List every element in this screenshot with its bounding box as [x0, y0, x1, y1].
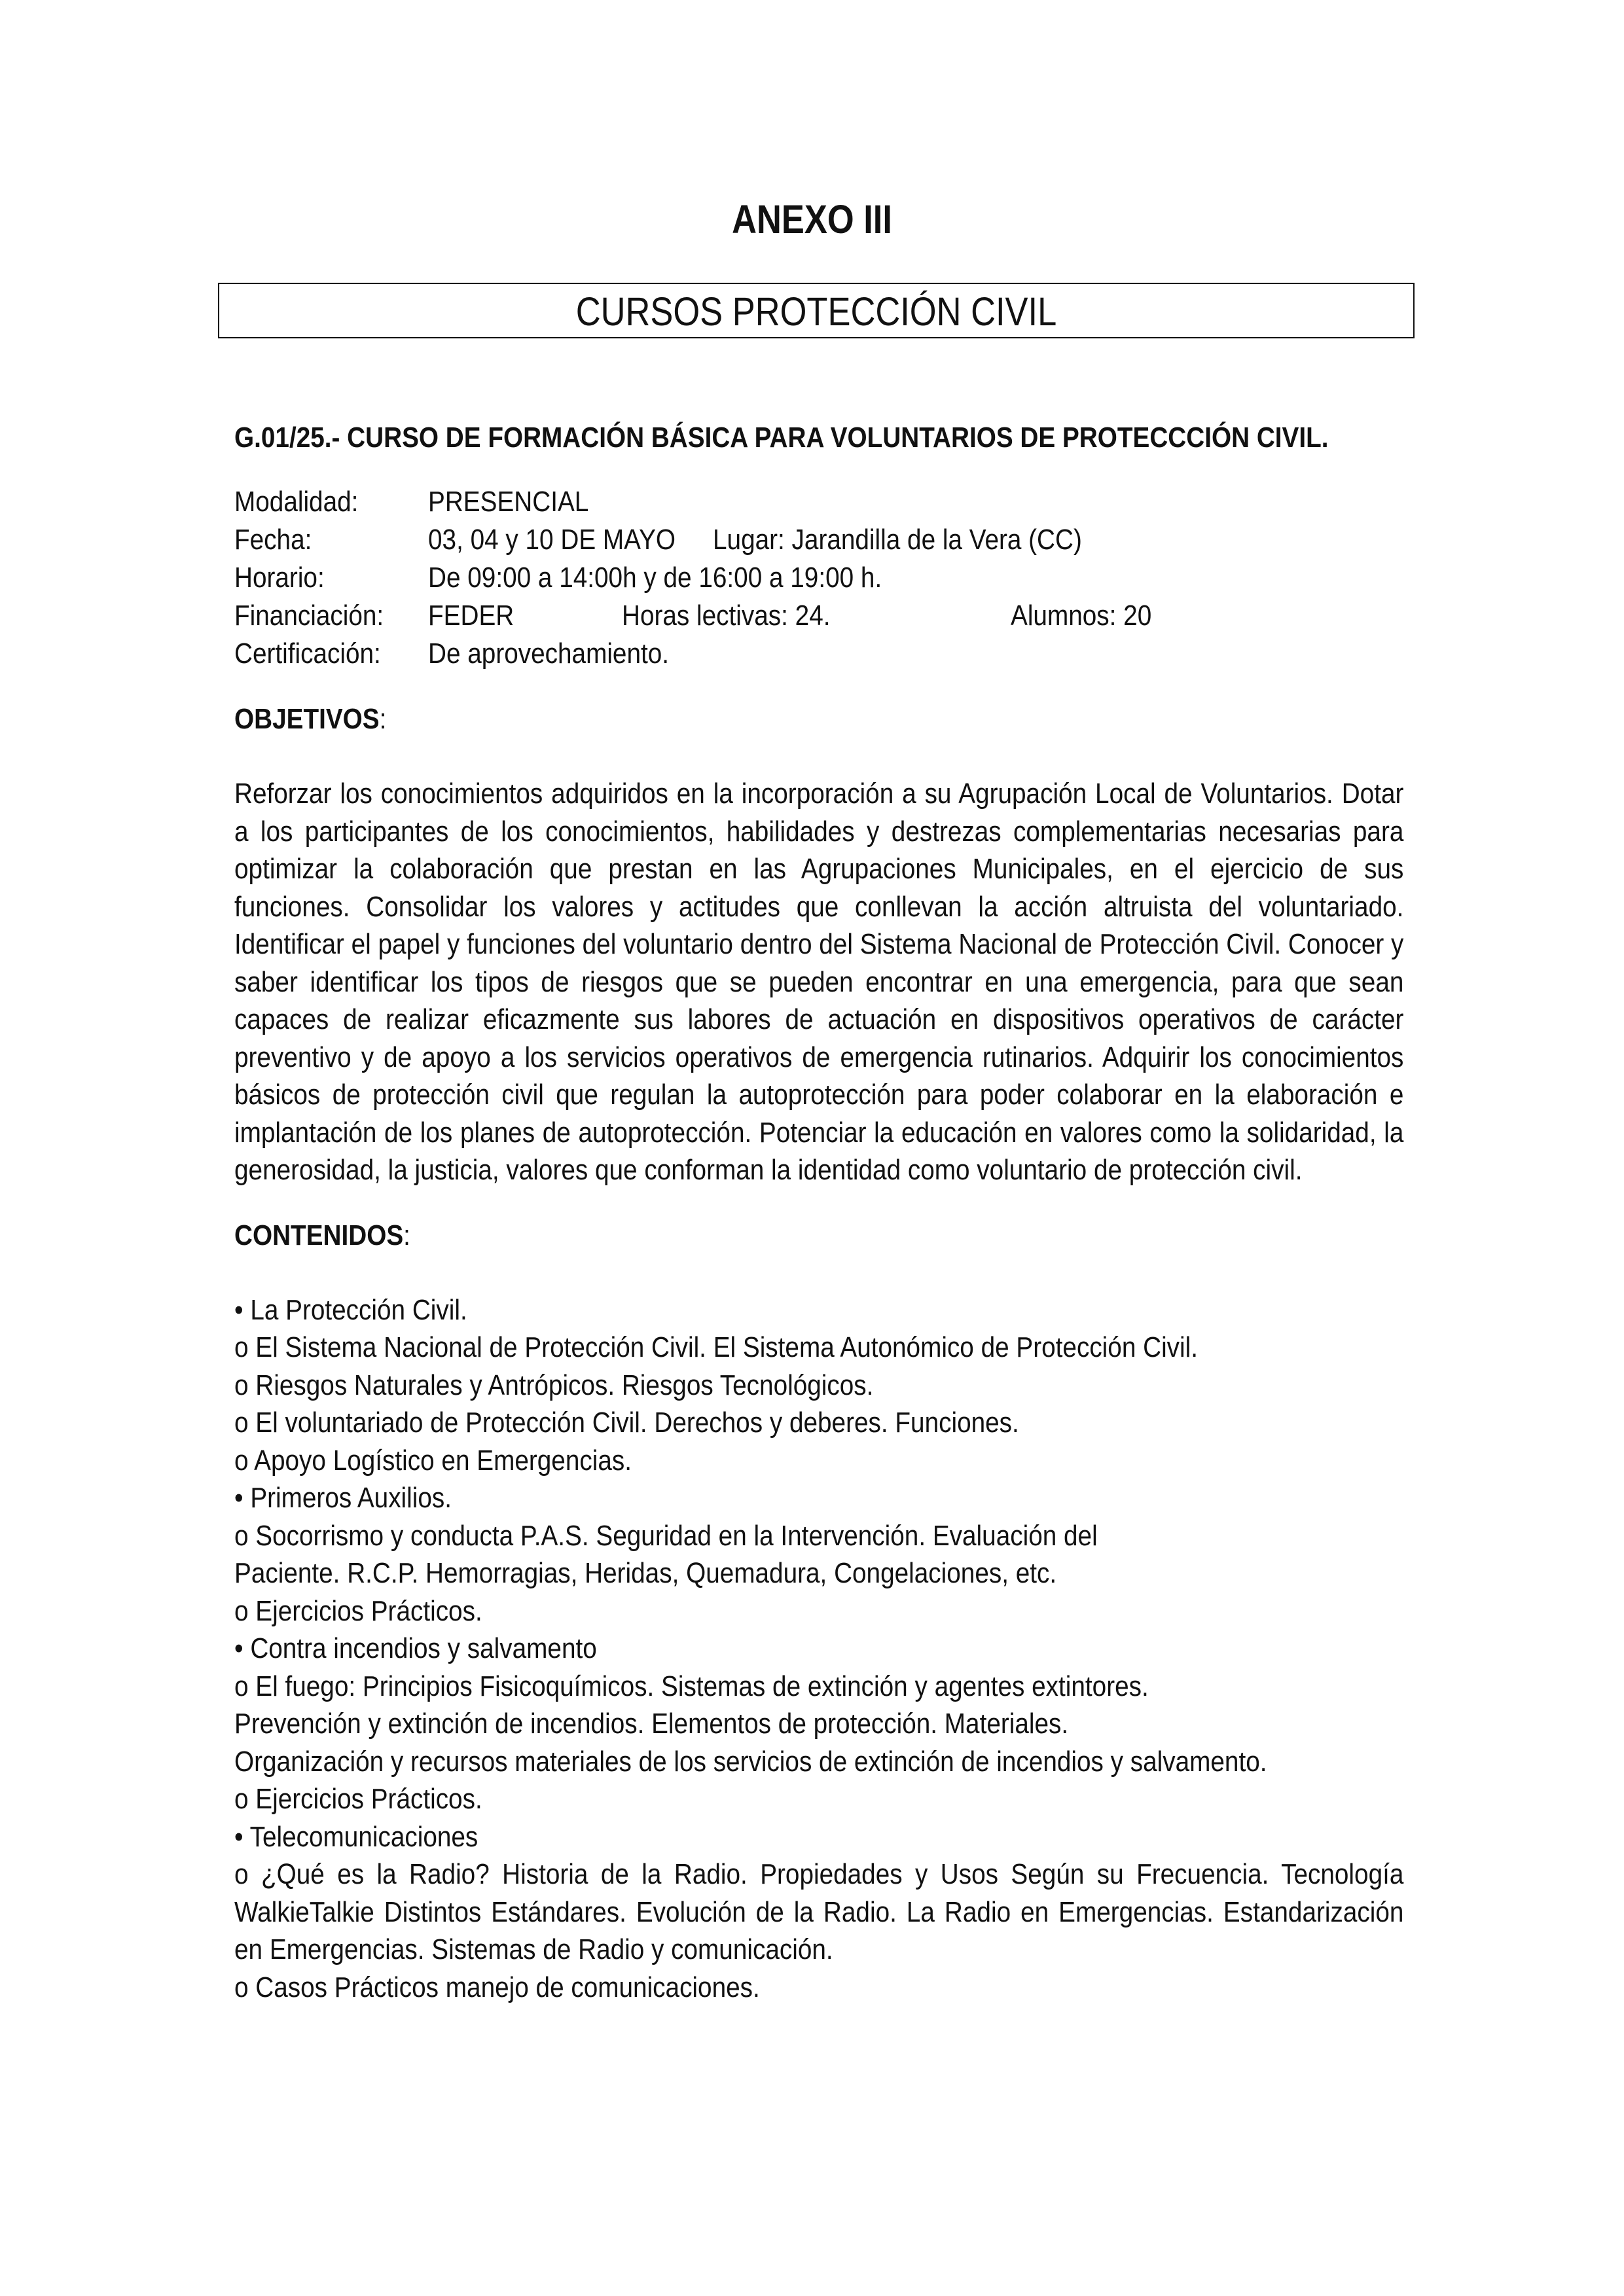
list-item: Organización y recursos materiales de los servicios de extinción de incendios y salvamento. — [234, 1745, 1267, 1778]
list-item: o Socorrismo y conducta P.A.S. Seguridad en la Intervención. Evaluación del — [234, 1519, 1098, 1552]
certificacion-value: De aprovechamiento. — [428, 637, 670, 670]
list-item: • Contra incendios y salvamento — [234, 1632, 597, 1664]
contenidos-heading — [234, 1217, 1263, 1255]
list-item: o Casos Prácticos manejo de comunicaciones. — [234, 1971, 760, 2003]
alumnos-count: Alumnos: 20 — [1011, 600, 1152, 632]
section-title-box — [218, 283, 1415, 338]
horas-lectivas: Horas lectivas: 24. — [622, 600, 831, 632]
list-item: Paciente. R.C.P. Hemorragias, Heridas, Quemadura, Congelaciones, etc. — [234, 1557, 1057, 1589]
contenidos-list — [234, 1291, 1403, 2007]
list-item: o El Sistema Nacional de Protección Civil. El Sistema Autonómico de Protección Civil. — [234, 1331, 1199, 1363]
list-item: o Apoyo Logístico en Emergencias. — [234, 1444, 632, 1477]
info-row-certificacion — [234, 635, 1403, 673]
lugar-value: Lugar: Jarandilla de la Vera (CC) — [713, 524, 1082, 556]
list-item: • Primeros Auxilios. — [234, 1482, 452, 1514]
list-item: o Ejercicios Prácticos. — [234, 1783, 482, 1815]
objetivos-heading — [234, 700, 1263, 738]
list-item: o ¿Qué es la Radio? Historia de la Radio. Propiedades y Usos Según su Frecuencia. Tecnología WalkieTalkie Distintos Estándares. Evolución de la Radio. La Radio en Emergencias. Estandarización en Emergencias. Sistemas de Radio y comunicación. — [234, 1858, 1404, 1965]
fecha-label: Fecha: — [234, 524, 312, 556]
list-item: o El voluntariado de Protección Civil. Derechos y deberes. Funciones. — [234, 1407, 1019, 1439]
modalidad-value: PRESENCIAL — [428, 486, 589, 518]
horario-value: De 09:00 a 14:00h y de 16:00 a 19:00 h. — [428, 562, 882, 594]
fecha-value: 03, 04 y 10 DE MAYO — [428, 524, 676, 556]
objetivos-heading-colon: : — [379, 703, 387, 735]
course-info — [234, 483, 1403, 673]
list-item: o Riesgos Naturales y Antrópicos. Riesgos Tecnológicos. — [234, 1369, 874, 1401]
contenidos-heading-colon: : — [403, 1219, 410, 1251]
horario-label: Horario: — [234, 562, 325, 594]
section-title: CURSOS PROTECCIÓN CIVIL — [575, 289, 1057, 334]
list-item: • La Protección Civil. — [234, 1293, 467, 1326]
modalidad-label: Modalidad: — [234, 486, 359, 518]
info-row-horario — [234, 559, 1403, 597]
info-row-financiacion — [234, 597, 1403, 635]
list-item: o Ejercicios Prácticos. — [234, 1594, 482, 1627]
list-item: o El fuego: Principios Fisicoquímicos. Sistemas de extinción y agentes extintores. — [234, 1670, 1149, 1702]
certificacion-label: Certificación: — [234, 637, 381, 670]
annex-title: ANEXO III — [732, 197, 892, 242]
course-code-title: G.01/25.- CURSO DE FORMACIÓN BÁSICA PARA VOLUNTARIOS DE PROTECCCIÓN CIVIL. — [234, 422, 1329, 454]
info-row-fecha — [234, 521, 1403, 559]
list-item: Prevención y extinción de incendios. Elementos de protección. Materiales. — [234, 1708, 1069, 1740]
objetivos-text: Reforzar los conocimientos adquiridos en la incorporación a su Agrupación Local de Voluntarios. Dotar a los participantes de los conocimientos, habilidades y destrezas complementarias necesarias para optimizar la colaboración que prestan en las Agrupaciones Municipales, en el ejercicio de sus funciones. Consolidar los valores y actitudes que conllevan la acción altruista del voluntariado. Identificar el papel y funciones del voluntario dentro del Sistema Nacional de Protección Civil. Conocer y saber identificar los tipos de riesgos que se pueden encontrar en una emergencia, para que sean capaces de realizar eficazmente sus labores de actuación en dispositivos operativos de carácter preventivo y de apoyo a los servicios operativos de emergencia rutinarios. Adquirir los conocimientos básicos de protección civil que regulan la autoprotección para poder colaborar en la elaboración e implantación de los planes de autoprotección. Potenciar la educación en valores como la solidaridad, la generosidad, la justicia, valores que conforman la identidad como voluntario de protección civil. — [234, 778, 1404, 1186]
objetivos-heading-text: OBJETIVOS — [234, 703, 380, 735]
list-item: • Telecomunicaciones — [234, 1820, 478, 1853]
financiacion-label: Financiación: — [234, 600, 384, 632]
course-content — [234, 419, 1403, 2006]
financiacion-value: FEDER — [428, 600, 514, 632]
info-row-modalidad — [234, 483, 1403, 521]
contenidos-heading-text: CONTENIDOS — [234, 1219, 404, 1251]
